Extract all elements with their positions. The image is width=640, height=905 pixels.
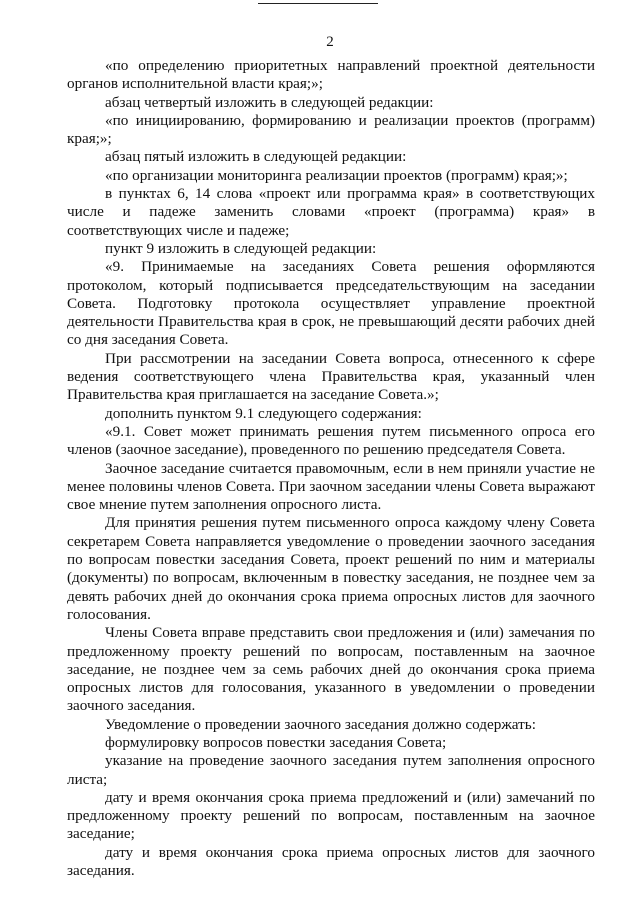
paragraph: Заочное заседание считается правомочным, если в нем приняли участие не менее половины членов Совета. При заочном заседании члены Совета выражают свое мнение путем заполнения опросного листа. xyxy=(67,459,595,514)
paragraph: «9. Принимаемые на заседаниях Совета решения оформляются протоколом, который подписывается председательствующим на заседании Совета. Подготовку протокола осуществляет управление проектной деятельности Правительства края в срок, не превышающий десяти рабочих дней со дня заседания Совета. xyxy=(67,258,595,349)
paragraph: «9.1. Совет может принимать решения путем письменного опроса его членов (заочное заседание), проведенного по решению председателя Совета. xyxy=(67,422,595,459)
paragraph: дату и время окончания срока приема опросных листов для заочного заседания. xyxy=(67,843,595,880)
paragraph: Уведомление о проведении заочного заседания должно содержать: xyxy=(105,715,536,733)
paragraph: абзац четвертый изложить в следующей редакции: xyxy=(105,93,434,111)
paragraph: При рассмотрении на заседании Совета вопроса, отнесенного к сфере ведения соответствующего члена Правительства края, указанный член Правительства края приглашается на заседание Совета.»; xyxy=(67,349,595,404)
paragraph: пункт 9 изложить в следующей редакции: xyxy=(105,239,377,257)
paragraph: «по инициированию, формированию и реализации проектов (программ) края;»; xyxy=(67,111,595,148)
document-body xyxy=(67,57,595,880)
paragraph: Члены Совета вправе представить свои предложения и (или) замечания по предложенному проекту решений по вопросам, поставленным на заочное заседание, не позднее чем за семь рабочих дней до окончания срока приема опросных листов для голосования, указанного в уведомлении о проведении заочного заседания. xyxy=(67,624,595,715)
paragraph: в пунктах 6, 14 слова «проект или программа края» в соответствующих числе и падеже заменить словами «проект (программа) края» в соответствующих числе и падеже; xyxy=(67,185,595,239)
page-number: 2 xyxy=(326,34,334,50)
paragraph: «по организации мониторинга реализации проектов (программ) края;»; xyxy=(105,166,568,184)
paragraph: «по определению приоритетных направлений проектной деятельности органов исполнительной власти края;»; xyxy=(67,57,595,93)
paragraph: формулировку вопросов повестки заседания Совета; xyxy=(105,733,447,751)
paragraph: дополнить пунктом 9.1 следующего содержания: xyxy=(105,404,422,422)
paragraph: Для принятия решения путем письменного опроса каждому члену Совета секретарем Совета направляется уведомление о проведении заочного заседания по вопросам повестки заседания Совета, проект решений по ним и материалы (документы) по вопросам, включенным в повестку заседания, не позднее чем за девять рабочих дней до окончания срока приема опросных листов для заочного голосования. xyxy=(67,514,595,623)
paragraph: указание на проведение заочного заседания путем заполнения опросного листа; xyxy=(67,752,595,788)
paragraph: абзац пятый изложить в следующей редакции: xyxy=(105,148,407,166)
paragraph: дату и время окончания срока приема предложений и (или) замечаний по предложенному проекту решений по вопросам, поставленным на заочное заседание; xyxy=(67,788,595,843)
top-rule xyxy=(258,3,378,4)
